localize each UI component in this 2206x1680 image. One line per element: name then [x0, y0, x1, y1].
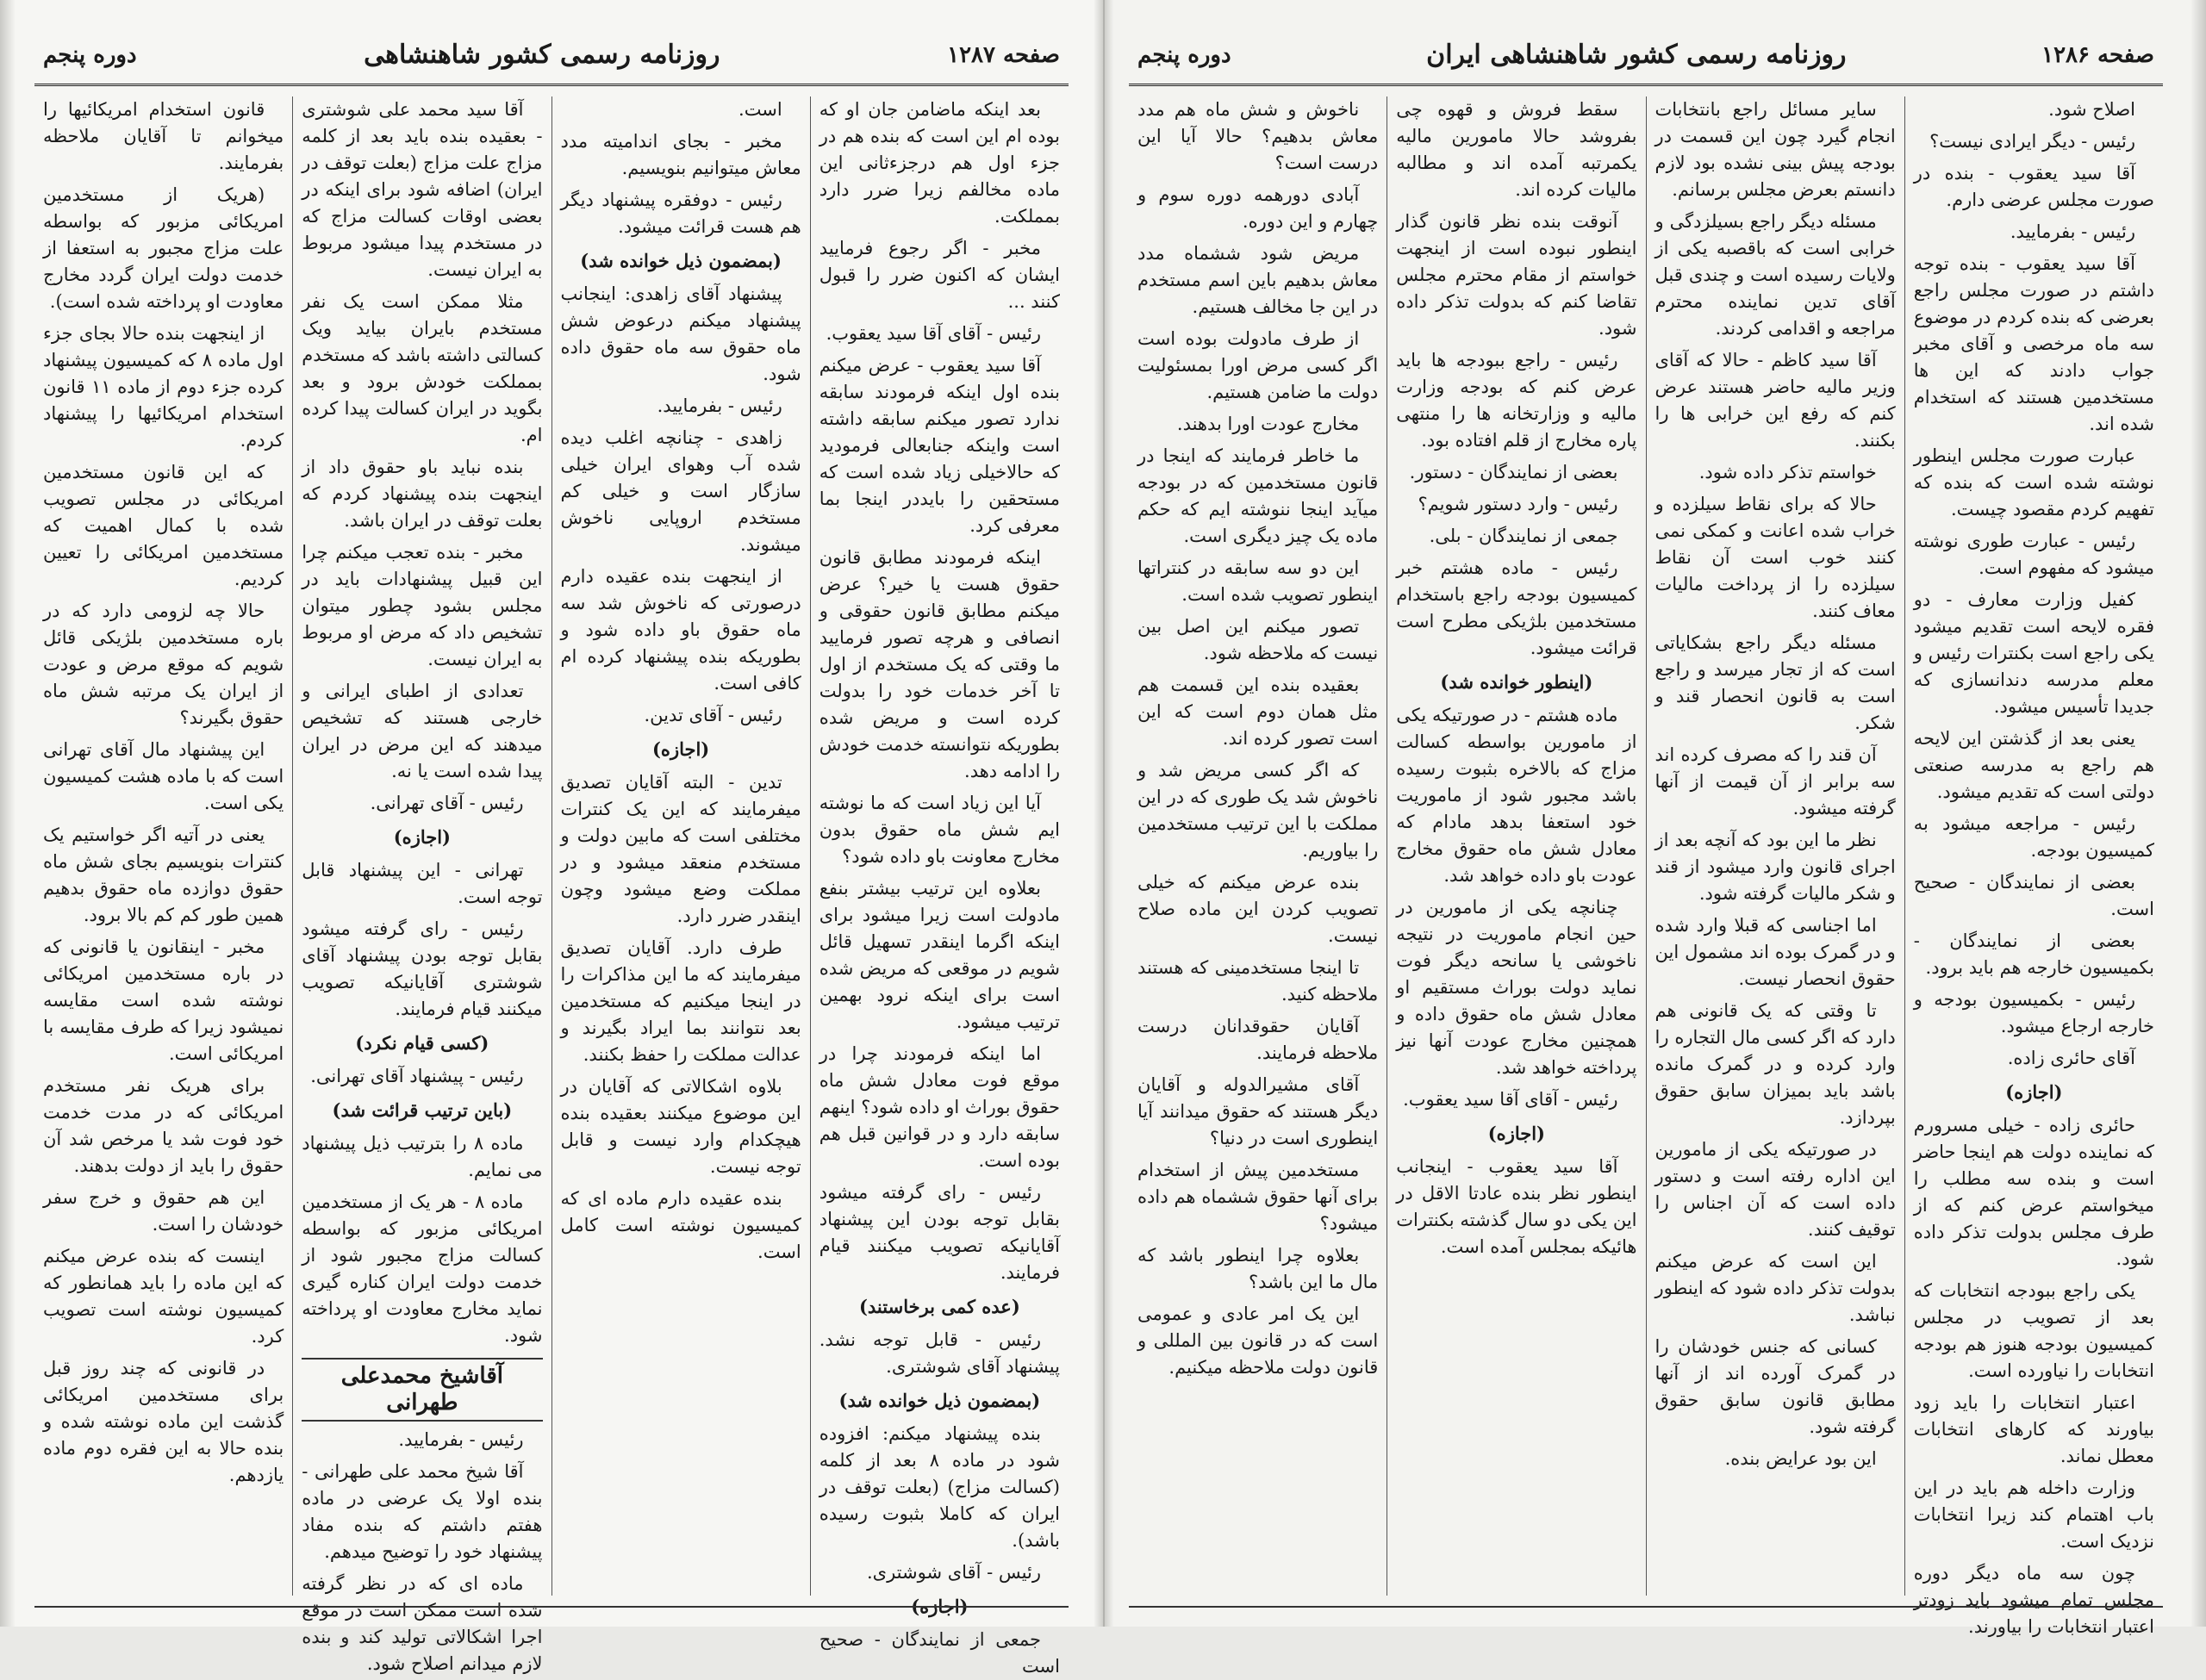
right-page	[1103, 0, 2206, 1637]
paragraph: وزارت داخله هم باید در این باب اهتمام کند زیرا انتخابات نزدیک است.	[1913, 1478, 2154, 1552]
paragraph: (هریک از مستخدمین امریکائی مزبور که بواسطه علت مزاج مجبور به استعفا از خدمت دولت ایران گردد مخارج معاودت او پرداخته شده است).	[43, 184, 284, 312]
paragraph: (عده کمی برخاستند)	[858, 1296, 1020, 1317]
paragraph: مخارج عودت اورا بدهند.	[1176, 414, 1360, 434]
paragraph: تهرانی - این پیشنهاد قابل توجه است.	[302, 860, 543, 907]
page-header	[34, 26, 1069, 86]
paragraph: آقا سید محمد علی شوشتری - بعقیده بنده باید بعد از کلمه مزاج علت مزاج (بعلت توقف در ایران) اضافه شود برای اینکه در بعضی اوقات کسالت مزاج که در مستخدم پیدا میشود مربوط به ایران نیست.	[302, 99, 543, 280]
paragraph: (بمضمون ذیل خوانده شد)	[838, 1390, 1041, 1411]
paragraph: بعقیده بنده این قسمت هم مثل همان دوم است که این است تصور کرده اند.	[1137, 675, 1379, 749]
paragraph: رئیس - بفرمایید.	[657, 395, 782, 416]
paragraph: تعدادی از اطبای ایرانی و خارجی هستند که تشخیص میدهند که این مرض در ایران پیدا شده است یا نه.	[302, 681, 543, 781]
paragraph: از طرف مادولت بوده است اگر کسی مرض اورا بمسئولیت دولت ما ضامن هستیم.	[1137, 328, 1379, 402]
paragraph: اعتبار انتخابات را باید زود بیاورند که کارهای انتخابات معطل نماند.	[1913, 1392, 2154, 1466]
paragraph: نظر ما این بود که آنچه بعد از اجرای قانون وارد میشود از قند و شکر مالیات گرفته شود.	[1654, 830, 1896, 904]
paragraph: ماده هشتم - در صورتیکه یکی از مامورین بواسطه کسالت مزاج که بالاخره بثبوت رسیده باشد مجبور شود از ماموریت خود استعفا بدهد مادام که معادل شش ماه حقوق مخارج عودت باو داده خواهد شد.	[1396, 705, 1637, 886]
paragraph: کفیل وزارت معارف - دو فقره لایحه است تقدیم میشود یکی راجع است بکنترات رئیس و معلم مدرسه دندانسازی که جدیدا تأسیس میشود.	[1913, 589, 2154, 717]
paragraph: از اینجهت بنده حالا بجای جزء اول ماده ۸ که کمیسیون پیشنهاد کرده جزء دوم از ماده ۱۱ قانون استخدام امریکائیها را پیشنهاد کردم.	[43, 323, 284, 451]
paragraph: بنده عقیده دارم ماده ای که کمیسیون نوشته است کامل است.	[560, 1188, 801, 1262]
paragraph: آقا سید کاظم - حالا که آقای وزیر مالیه حاضر هستند عرض کنم که رفع این خرابی ها را بکنند.	[1654, 350, 1896, 451]
paragraph: زاهدی - چنانچه اغلب دیده شده آب وهوای ایران خیلی سازگار است و خیلی کم مستخدم اروپایی ناخوش میشوند.	[560, 427, 801, 555]
paragraph: آقای مشیرالدوله و آقایان دیگر هستند که حقوق میدانند آیا اینطوری است در دنیا؟	[1137, 1074, 1379, 1148]
paragraph: (باین ترتیب قرائت شد)	[332, 1099, 513, 1121]
paragraph: بنده نباید باو حقوق داد از اینجهت بنده پیشنهاد کردم که بعلت توقف در ایران باشد.	[302, 457, 543, 531]
paragraph: مخبر - اینقانون یا قانونی که در باره مستخدمین امریکائی نوشته شده است مقایسه نمیشود زیرا که طرف مقایسه با امریکائی است.	[43, 936, 284, 1064]
paragraph: رئیس - دوفقره پیشنهاد دیگر هم هست قرائت میشود.	[560, 190, 801, 237]
paragraph: یعنی بعد از گذشتن این لایحه هم راجع به مدرسه صنعتی دولتی است که تقدیم میشود.	[1913, 728, 2154, 802]
page-edge-shadow	[0, 0, 16, 1627]
paragraph: (اجازه)	[911, 1596, 969, 1617]
paragraph: قانون استخدام امریکائیها را میخوانم تا آقایان ملاحظه بفرمایند.	[43, 99, 284, 173]
article-columns	[1129, 96, 2163, 1637]
paragraph: در صورتیکه یکی از مامورین این اداره رفته است و دستور داده است که آن اجناس را توقیف کنند.	[1654, 1139, 1896, 1240]
paragraph: رئیس - مراجعه میشود به کمیسیون بودجه.	[1913, 813, 2154, 861]
paragraph: آقا سید یعقوب - بنده در صورت مجلس عرضی دارم.	[1913, 163, 2154, 210]
paragraph: بعضی از نمایندگان - بکمیسیون خارجه هم باید برود.	[1913, 930, 2154, 978]
paragraph: این است که عرض میکنم بدولت تذکر داده شود که اینطور نباشد.	[1654, 1251, 1896, 1325]
paragraph: رئیس - بکمیسیون بودجه و خارجه ارجاع میشود.	[1913, 989, 2154, 1036]
paragraph: (اینطور خوانده شد)	[1440, 671, 1593, 693]
paragraph: این یک امر عادی و عمومی است که در قانون بین المللی و قانون دولت ملاحظه میکنیم.	[1137, 1304, 1379, 1378]
paragraph: آن قند را که مصرف کرده اند سه برابر از آن قیمت از آنها گرفته میشود.	[1654, 744, 1896, 818]
text-column	[1646, 96, 1904, 1596]
paragraph: ماده ای که در نظر گرفته شده است ممکن است در موقع اجرا اشکالاتی تولید کند و بنده لازم میدانم اصلاح شود.	[302, 1573, 543, 1674]
paragraph: تصور میکنم این اصل بین نیست که ملاحظه شود.	[1137, 616, 1379, 663]
paragraph: (اجازه)	[2005, 1081, 2063, 1103]
paragraph: اینکه فرمودند مطابق قانون حقوق هست یا خیر؟ عرض میکنم مطابق قانون حقوقی و انصافی و هرچه تصور فرمایید ما وقتی که یک مستخدم از اول تا آخر خدمات خود را بدولت کرده است و مریض شده بطوریکه نتوانسته خدمت خودش را ادامه دهد.	[819, 547, 1060, 781]
paragraph: جمعی از نمایندگان - صحیح است	[819, 1629, 1060, 1677]
paragraph: آقایان حقوقدانان درست ملاحظه فرمایند.	[1137, 1016, 1379, 1063]
paragraph: این پیشنهاد مال آقای تهرانی است که با ماده هشت کمیسیون یکی است.	[43, 739, 284, 813]
page-number: صفحه ۱۲۸۶	[2041, 41, 2154, 68]
paragraph: آنوقت بنده نظر قانون گذار اینطور نبوده است از اینجهت خواستم از مقام محترم مجلس تقاضا کنم که بدولت تذکر داده شود.	[1396, 211, 1637, 339]
paragraph: یکی راجع ببودجه انتخابات که بعد از تصویب در مجلس کمیسیون بودجه هنوز هم بودجه انتخابات را نیاورده است.	[1913, 1280, 2154, 1381]
paragraph: رئیس - آقای شوشتری.	[866, 1562, 1041, 1583]
paragraph: مسئله دیگر راجع بشکایاتی است که از تجار میرسد و راجع است به قانون انحصار قند و شکر.	[1654, 632, 1896, 733]
paragraph: آقا سید یعقوب - عرض میکنم بنده اول اینکه فرمودند سابقه ندارد تصور میکنم سابقه داشته است واینکه جنابعالی فرمودید که حالاخیلی زیاد شده است که مستحقین را بایددر اینجا بما معرفی کرد.	[819, 355, 1060, 536]
paragraph: رئیس - دیگر ایرادی نیست؟	[1929, 131, 2135, 152]
text-column	[34, 96, 292, 1596]
paragraph: (اجازه)	[393, 826, 451, 848]
paragraph: از اینجهت بنده عقیده دارم درصورتی که ناخوش شد سه ماه حقوق باو داده شود و بطوریکه بنده پیشنهاد کرده ام کافی است.	[560, 566, 801, 694]
paragraph: در قانونی که چند روز قبل برای مستخدمین امریکائی گذشت این ماده نوشته شده و بنده حالا به این فقره دوم ماده یازدهم.	[43, 1358, 284, 1485]
article-columns	[34, 96, 1069, 1677]
paragraph: رئیس - رای گرفته میشود بقابل توجه بودن پیشنهاد آقای شوشتری آقایانیکه تصویب میکنند قیام فرمایند.	[302, 918, 543, 1019]
paragraph: رئیس - راجع ببودجه ها باید عرض کنم که بودجه وزارت مالیه و وزارتخانه ها را منتهی پاره مخارج از قلم افتاده بود.	[1396, 350, 1637, 451]
paragraph: برای هریک نفر مستخدم امریکائی که در مدت خدمت خود فوت شد یا مرخص شد آن حقوق را باید از دولت بدهند.	[43, 1075, 284, 1176]
paragraph: عبارت صورت مجلس اینطور نوشته شده است که بنده که تفهیم کردم مقصود چیست.	[1913, 445, 2154, 520]
text-column	[1129, 96, 1387, 1596]
paragraph: حالا که برای نقاط سیلزده و خراب شده اعانت و کمکی نمی کنند خوب است آن نقاط سیلزده را از پرداخت مالیات معاف کنند.	[1654, 494, 1896, 621]
paragraph: رئیس - وارد دستور شویم؟	[1418, 494, 1618, 514]
paragraph: رئیس - آقای تهرانی.	[370, 793, 524, 813]
paragraph: اینست که بنده عرض میکنم که این ماده را باید همانطور که کمیسیون نوشته است تصویب کرد.	[43, 1246, 284, 1347]
text-column	[1387, 96, 1645, 1596]
paragraph: رئیس - پیشنهاد آقای تهرانی.	[310, 1066, 524, 1086]
paragraph: حائری زاده - خیلی مسرورم که نماینده دولت هم اینجا حاضر است و بنده سه مطلب را میخواستم عرض کنم که از طرف مجلس بدولت تذکر داده شود.	[1913, 1115, 2154, 1269]
paragraph: آیا این زیاد است که ما نوشته ایم شش ماه حقوق بدون مخارج معاونت باو داده شود؟	[819, 793, 1060, 867]
paragraph: (اجازه)	[1487, 1123, 1545, 1144]
paragraph: رئیس - ماده هشتم خبر کمیسیون بودجه راجع باستخدام مستخدمین بلژیکی مطرح است قرائت میشود.	[1396, 557, 1637, 658]
paragraph: رئیس - عبارت طوری نوشته میشود که مفهوم است.	[1913, 531, 2154, 578]
newspaper-title: روزنامه رسمی کشور شاهنشاهی ایران	[1426, 40, 1847, 70]
paragraph: حالا چه لزومی دارد که در باره مستخدمین بلژیکی قائل شویم که موقع مرض و عودت از ایران یک مرتبه شش ماه حقوق بگیرند؟	[43, 600, 284, 728]
paragraph: این بود عرایض بنده.	[1724, 1448, 1877, 1469]
paragraph: که این قانون مستخدمین امریکائی در مجلس تصویب شده با کمال اهمیت که مستخدمین امریکائی را تعیین کردیم.	[43, 462, 284, 589]
page-header	[1129, 26, 2163, 86]
paragraph: مخبر - بجای اندامیته مدد معاش میتوانیم بنویسیم.	[560, 131, 801, 178]
paragraph: اما اجناسی که قبلا وارد شده و در گمرک بوده اند مشمول این حقوق انحصار نیست.	[1654, 915, 1896, 989]
paragraph: رئیس - آقای آقا سید یعقوب.	[826, 323, 1041, 344]
paragraph: بعضی از نمایندگان - دستور.	[1409, 462, 1618, 482]
paragraph: پیشنهاد آقای زاهدی: اینجانب پیشنهاد میکنم درعوض شش ماه حقوق سه ماه حقوق داده شود.	[560, 283, 801, 384]
paragraph: آقا شیخ محمد علی طهرانی - بنده اولا یک عرضی در ماده هفتم داشتم که بنده مفاد پیشنهاد خود را توضیح میدهم.	[302, 1461, 543, 1562]
paragraph: چون سه ماه دیگر دوره مجلس تمام میشود باید زودتر اعتبار انتخابات را بیاورند.	[1913, 1563, 2154, 1637]
session-period: دوره پنجم	[1137, 41, 1231, 68]
text-column	[810, 96, 1069, 1677]
page-edge-shadow	[2190, 0, 2206, 1627]
paragraph: جمعی از نمایندگان - بلی.	[1429, 526, 1618, 546]
page-footer-rule	[1129, 1606, 2163, 1608]
paragraph: ما خاطر فرمایند که اینجا در قانون مستخدمین که در بودجه میآید اینجا ننوشته ایم که حکم ماده یک چیز دیگری است.	[1137, 445, 1379, 546]
paragraph: رئیس - رای گرفته میشود بقابل توجه بودن این پیشنهاد آقایانیکه تصویب میکنند قیام فرمایند.	[819, 1182, 1060, 1283]
paragraph: اما اینکه فرمودند چرا در موقع فوت معادل شش ماه حقوق بوراث او داده شود؟ اینهم سابقه دارد و در قوانین قبل هم بوده است.	[819, 1043, 1060, 1171]
paragraph: سایر مسائل راجع بانتخابات انجام گیرد چون این قسمت در بودجه پیش بینی نشده بود لازم دانستم بعرض مجلس برسانم.	[1654, 99, 1896, 200]
paragraph: رئیس - آقای تدین.	[644, 705, 782, 725]
speaker-heading: آقاشیخ محمدعلی طهرانی	[302, 1358, 542, 1422]
paragraph: که اگر کسی مریض شد و ناخوش شد یک طوری که در این مملکت با این ترتیب مستخدمین را بیاوریم.	[1137, 760, 1379, 861]
paragraph: مخبر - اگر رجوع فرمایید ایشان که اکنون ضرر را قبول کنند ...	[819, 238, 1060, 312]
page-footer-rule	[34, 1606, 1069, 1608]
paragraph: چنانچه یکی از مامورین در حین انجام ماموریت در نتیجه ناخوشی یا سانحه دیگر فوت نماید دولت بوراث مستقیم او معادل شش ماه حقوق داده و همچنین مخارج عودت آنها نیز پرداخته خواهد شد.	[1396, 897, 1637, 1078]
page-number: صفحه ۱۲۸۷	[947, 41, 1060, 68]
paragraph: بلاوه اشکالاتی که آقایان در این موضوع میکنند بعقیده بنده هیچکدام وارد نیست و قابل توجه نیست.	[560, 1076, 801, 1177]
paragraph: مثلا ممکن است یک نفر مستخدم بایران بیاید ویک کسالتی داشته باشد که مستخدم بمملکت خودش برود و بعد بگوید در ایران کسالت پیدا کرده ام.	[302, 291, 543, 445]
paragraph: خواستم تذکر داده شود.	[1698, 462, 1877, 482]
paragraph: (بمضمون ذیل خوانده شد)	[580, 250, 782, 271]
paragraph: رئیس - بفرمایید.	[398, 1429, 524, 1450]
paragraph: رئیس - آقای آقا سید یعقوب.	[1403, 1089, 1618, 1110]
paragraph: مستخدمین پیش از استخدام برای آنها حقوق ششماه هم داده میشود؟	[1137, 1160, 1379, 1234]
paragraph: آبادی دورهمه دوره سوم و چهارم و این دوره.	[1137, 184, 1379, 232]
paragraph: بنده عرض میکنم که خیلی تصویب کردن این ماده صلاح نیست.	[1137, 872, 1379, 946]
text-column	[1904, 96, 2163, 1637]
paragraph: آقا سید یعقوب - بنده توجه داشتم در صورت مجلس راجع بعرضی که بنده کردم در موضوع سه ماه مرخصی و آقای مخبر جواب دادند که این ها مستخدمین هستند که استخدام شده اند.	[1913, 253, 2154, 434]
paragraph: تا وقتی که یک قانونی هم دارد که اگر کسی مال التجاره را وارد کرده و در گمرک مانده باشد باید بمیزان سابق حقوق بپردازد.	[1654, 1000, 1896, 1128]
paragraph: است.	[738, 99, 782, 120]
paragraph: اصلاح شود.	[2048, 99, 2135, 120]
paragraph: رئیس - بفرمایید.	[2010, 221, 2135, 242]
paragraph: مریض شود ششماه مدد معاش بدهیم باین اسم مستخدم در این جا مخالف هستیم.	[1137, 243, 1379, 317]
paragraph: آقای حائری زاده.	[2007, 1048, 2135, 1068]
book-gutter	[1094, 0, 1113, 1627]
paragraph: ناخوش و شش ماه هم مدد معاش بدهیم؟ حالا آیا این درست است؟	[1137, 99, 1379, 173]
paragraph: مخبر - بنده تعجب میکنم چرا این قبیل پیشنهادات باید در مجلس بشود چطور میتوان تشخیص داد که مرض او مربوط به ایران نیست.	[302, 542, 543, 669]
paragraph: بعضی از نمایندگان - صحیح است.	[1913, 872, 2154, 919]
paragraph: (کسی قیام نکرد)	[355, 1032, 489, 1054]
paragraph: یعنی در آتیه اگر خواستیم یک کنترات بنویسیم بجای شش ماه حقوق دوازده ماه حقوق بدهیم همین طور کم کم بالا برود.	[43, 824, 284, 925]
session-period: دوره پنجم	[43, 41, 137, 68]
paragraph: ماده ۸ - هر یک از مستخدمین امریکائی مزبور که بواسطه کسالت مزاج مجبور شود از خدمت دولت ایران کناره گیری نماید مخارج معاودت او پرداخته شود.	[302, 1192, 543, 1346]
text-column	[292, 96, 551, 1674]
paragraph: این دو سه سابقه در کنتراتها اینطور تصویب شده است.	[1137, 557, 1379, 605]
paragraph: بعلاوه این ترتیب بیشتر بنفع مادولت است زیرا میشود برای اینکه اگرما اینقدر تسهیل قائل شویم در موقعی که مریض شده است برای اینکه نرود بهمین ترتیب میشود.	[819, 878, 1060, 1032]
left-page	[0, 0, 1103, 1677]
paragraph: تا اینجا مستخدمینی که هستند ملاحظه کنید.	[1137, 957, 1379, 1005]
paragraph: (اجازه)	[652, 738, 710, 760]
paragraph: رئیس - قابل توجه نشد. پیشنهاد آقای شوشتری.	[819, 1329, 1060, 1377]
paragraph: مسئله دیگر راجع بسیلزدگی و خرابی است که باقصبه یکی از ولایات رسیده است و چندی قبل آقای تدین نماینده محترم مراجعه و اقدامی کردند.	[1654, 211, 1896, 339]
paragraph: طرف دارد. آقایان تصدیق میفرمایند که ما این مذاکرات را در اینجا میکنیم که مستخدمین بعد نتوانند بما ایراد بگیرند و عدالت مملکت را حفظ بکنند.	[560, 937, 801, 1065]
newspaper-title: روزنامه رسمی کشور شاهنشاهی	[364, 40, 720, 70]
paragraph: آقا سید یعقوب - اینجانب اینطور نظر بنده عادتا الاقل در این یکی دو سال گذشته بکنترات هائیکه بمجلس آمده است.	[1396, 1156, 1637, 1257]
paragraph: کسانی که جنس خودشان را در گمرک آورده اند از آنها مطابق قانون سابق حقوق گرفته شود.	[1654, 1336, 1896, 1437]
paragraph: سقط فروش و قهوه چی بفروشد حالا مامورین مالیه یکمرتبه آمده اند و مطالبه مالیات کرده اند.	[1396, 99, 1637, 200]
paragraph: ماده ۸ را بترتیب ذیل پیشنهاد می نمایم.	[302, 1133, 543, 1180]
paragraph: این هم حقوق و خرج سفر خودشان را است.	[43, 1187, 284, 1235]
paragraph: بنده پیشنهاد میکنم: افزوده شود در ماده ۸ بعد از کلمه (کسالت مزاج) (بعلت توقف در ایران که کاملا بثبوت رسیده باشد).	[819, 1423, 1060, 1551]
text-column	[552, 96, 810, 1596]
paragraph: بعلاوه چرا اینطور باشد که مال ما این باشد؟	[1137, 1245, 1379, 1292]
paragraph: بعد اینکه ماضامن جان او که بوده ام این است که بنده هم در جزء اول هم درجزءثانی این ماده مخالفم زیرا ضرر دارد بمملکت.	[819, 99, 1060, 227]
paragraph: تدین - البته آقایان تصدیق میفرمایند که این یک کنترات مختلفی است که مابین دولت و مستخدم منعقد میشود و در مملکت وضع میشود وچون اینقدر ضرر دارد.	[560, 772, 801, 926]
